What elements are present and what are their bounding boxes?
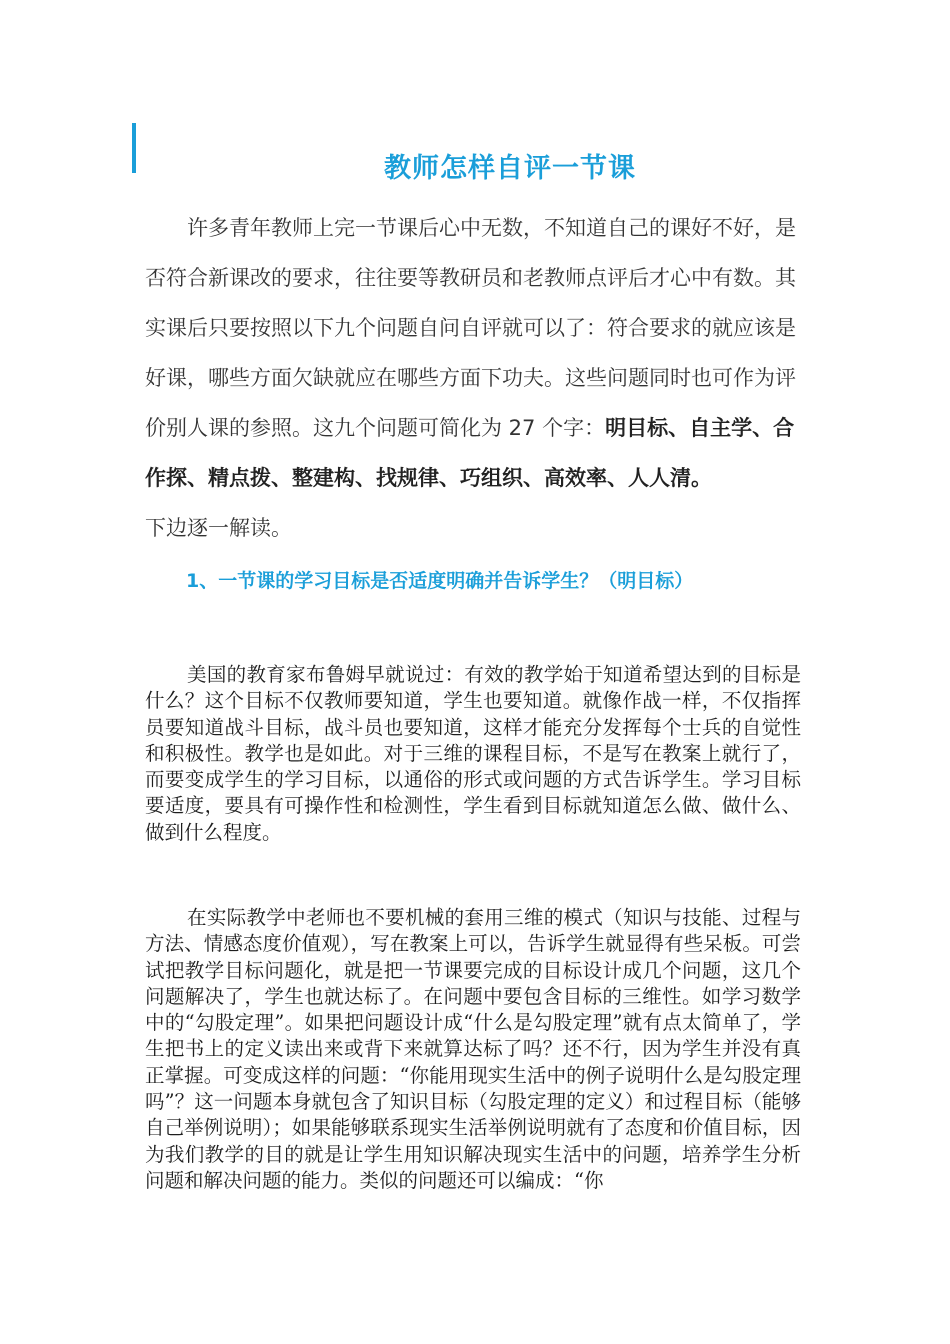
title-accent-bar	[132, 123, 136, 173]
intro-paragraph	[145, 203, 810, 553]
body-paragraph-2: 在实际教学中老师也不要机械的套用三维的模式（知识与技能、过程与方法、情感态度价值观），写在教案上可以，告诉学生就显得有些呆板。可尝试把教学目标问题化，就是把一节课要完成的目标设计成几个问题，这几个问题解决了，学生也就达标了。在问题中要包含目标的三维性。如学习数学中的“勾股定理”。如果把问题设计成“什么是勾股定理”就有点太简单了，学生把书上的定义读出来或背下来就算达标了吗？还不行，因为学生并没有真正掌握。可变成这样的问题：“你能用现实生活中的例子说明什么是勾股定理吗”？这一问题本身就包含了知识目标（勾股定理的定义）和过程目标（能够自己举例说明）；如果能够联系现实生活举例说明就有了态度和价值目标，因为我们教学的目的就是让学生用知识解决现实生活中的问题，培养学生分析问题和解决问题的能力。类似的问题还可以编成：“你	[145, 906, 801, 1192]
body-paragraph-1: 美国的教育家布鲁姆早就说过：有效的教学始于知道希望达到的目标是什么？这个目标不仅教师要知道，学生也要知道。就像作战一样，不仅指挥员要知道战斗目标，战斗员也要知道，这样才能充分发挥每个士兵的自觉性和积极性。教学也是如此。对于三维的课程目标，不是写在教案上就行了，而要变成学生的学习目标，以通俗的形式或问题的方式告诉学生。学习目标要适度，要具有可操作性和检测性，学生看到目标就知道怎么做、做什么、做到什么程度。	[145, 663, 801, 844]
intro-closing: 下边逐一解读。	[145, 516, 292, 540]
page-title: 教师怎样自评一节课	[384, 153, 636, 185]
section-heading: 1、一节课的学习目标是否适度明确并告诉学生？（明目标）	[186, 570, 694, 592]
intro-keywords: 明目标、自主学、合作探、精点拨、整建构、找规律、巧组织、高效率、人人清。	[145, 416, 795, 490]
intro-text: 许多青年教师上完一节课后心中无数，不知道自己的课好不好，是否符合新课改的要求，往往要等教研员和老教师点评后才心中有数。其实课后只要按照以下九个问题自问自评就可以了：符合要求的就应该是好课，哪些方面欠缺就应在哪些方面下功夫。这些问题同时也可作为评价别人课的参照。这九个问题可简化为 27 个字：	[145, 216, 796, 440]
